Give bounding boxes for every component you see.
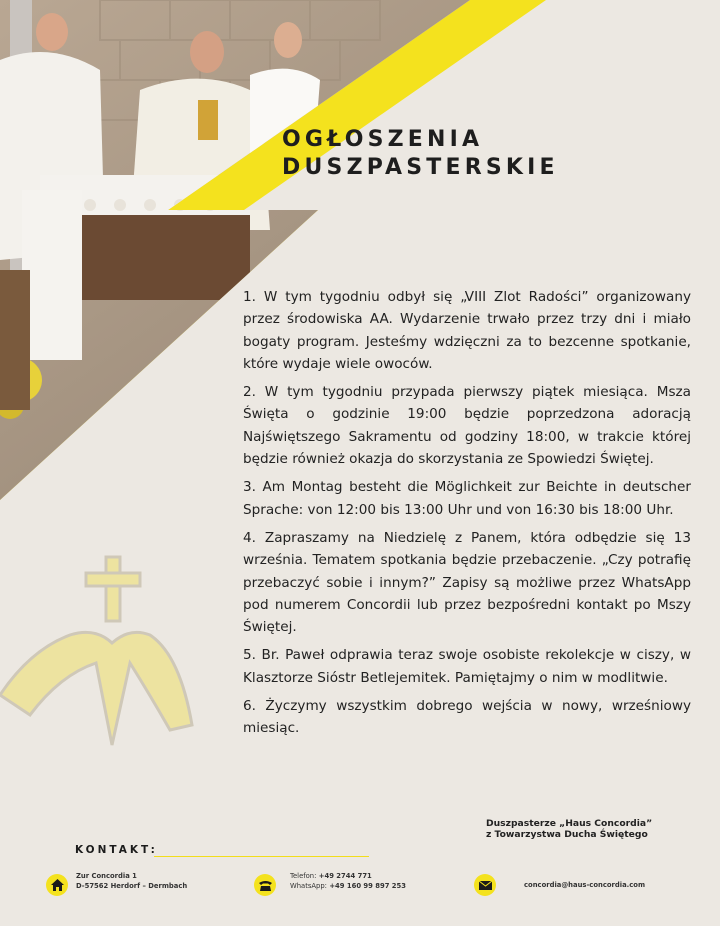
contact-divider: [154, 856, 369, 857]
title-line-2: DUSZPASTERSKIE: [282, 155, 559, 180]
contact-phone[interactable]: [290, 871, 406, 891]
announcement-item: 2. W tym tygodniu przypada pierwszy piątek miesiąca. Msza Święta o godzinie 19:00 będzie poprzedzona adoracją Najświętszego Sakramentu od godziny 18:00, w trakcie której będzie również okazja do skorzystania ze Spowiedzi Świętej.: [243, 384, 691, 468]
phone-icon: [254, 874, 276, 896]
phone-value[interactable]: +49 2744 771: [318, 872, 372, 880]
announcement-item: 5. Br. Paweł odprawia teraz swoje osobiste rekolekcje w ciszy, w Klasztorze Sióstr Betlejemitek. Pamiętajmy o nim w modlitwie.: [243, 647, 691, 686]
contact-heading: KONTAKT:: [75, 844, 158, 856]
announcement-item: 6. Życzymy wszystkim dobrego wejścia w nowy, wrześniowy miesiąc.: [243, 698, 691, 737]
whatsapp-value[interactable]: +49 160 99 897 253: [329, 882, 406, 890]
concordia-logo: [0, 555, 220, 755]
address-line-2: D-57562 Herdorf – Dermbach: [76, 882, 188, 890]
contact-address: [76, 871, 187, 891]
announcement-item: 1. W tym tygodniu odbył się „VIII Zlot Radości” organizowany przez środowiska AA. Wydarzenie trwało przez trzy dni i miało bogaty program. Jesteśmy wdzięczni za to bezcenne spotkanie, które wydaje wiele owoców.: [243, 289, 691, 372]
title-line-1: OGŁOSZENIA: [282, 127, 484, 152]
announcement-item: 3. Am Montag besteht die Möglichkeit zur Beichte in deutscher Sprache: von 12:00 bis 13:00 Uhr und von 16:30 bis 18:00 Uhr.: [243, 479, 691, 518]
house-icon: [46, 874, 68, 896]
contact-email[interactable]: concordia@haus-concordia.com: [524, 881, 646, 889]
page-title: [282, 126, 559, 182]
announcement-item: 4. Zapraszamy na Niedzielę z Panem, która odbędzie się 13 września. Tematem spotkania będzie przebaczenie. „Czy potrafię przebaczyć sobie i innym?” Zapisy są możliwe przez WhatsApp pod numerem Concordii lub przez bezpośredni kontakt po Mszy Świętej.: [243, 529, 691, 636]
address-line-1: Zur Concordia 1: [76, 872, 137, 880]
signature: [486, 818, 652, 840]
envelope-icon: [474, 874, 496, 896]
phone-label: Telefon:: [290, 872, 317, 880]
signature-line-1: Duszpasterze „Haus Concordia”: [486, 818, 653, 829]
announcements-list: [243, 286, 691, 746]
whatsapp-label: WhatsApp:: [290, 882, 327, 890]
signature-line-2: z Towarzystwa Ducha Świętego: [486, 829, 648, 840]
